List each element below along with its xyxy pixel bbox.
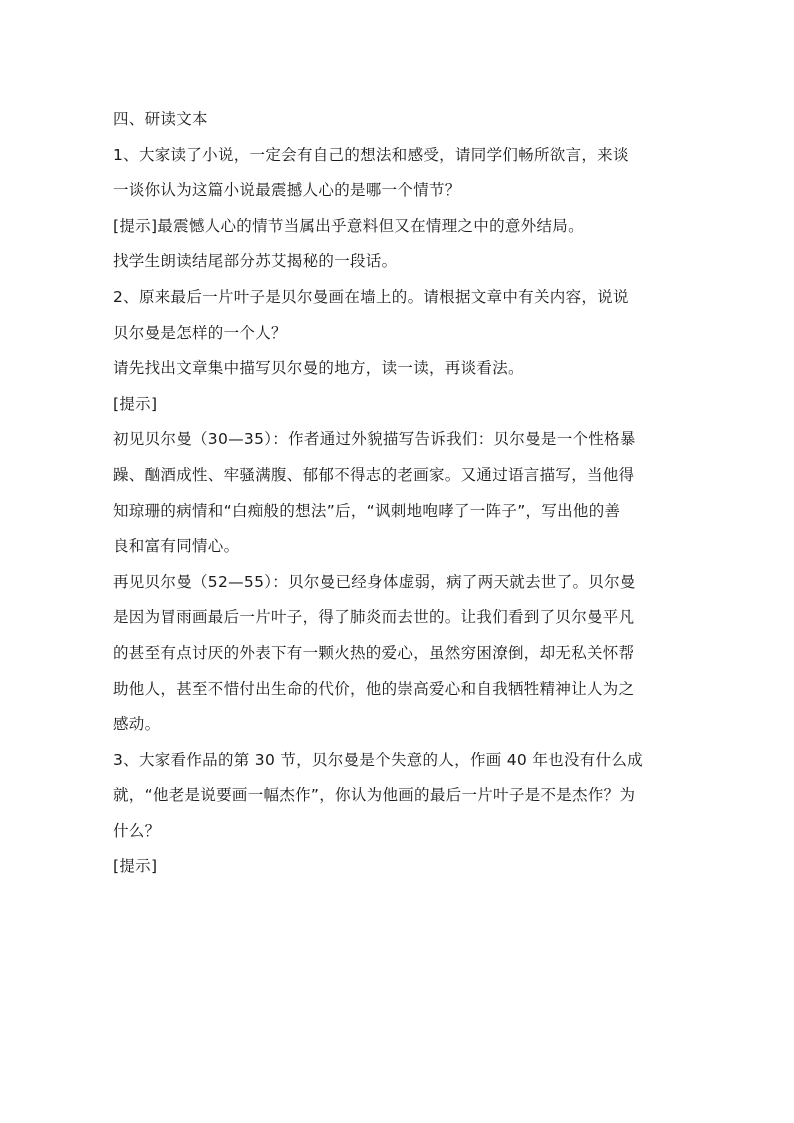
paragraph-first-meeting-line-2: 躁、酗酒成性、牢骚满腹、郁郁不得志的老画家。又通过语言描写，当他得 — [113, 465, 635, 484]
question-1-line-2: 一谈你认为这篇小说最震撼人心的是哪一个情节？ — [113, 181, 461, 200]
question-3-line-1: 3、大家看作品的第 30 节，贝尔曼是个失意的人，作画 40 年也没有什么成 — [113, 750, 643, 769]
paragraph-second-meeting-line-4: 助他人，甚至不惜付出生命的代价，他的崇高爱心和自我牺牲精神让人为之 — [113, 679, 635, 698]
instruction-2: 请先找出文章集中描写贝尔曼的地方，读一读，再谈看法。 — [113, 359, 524, 378]
paragraph-second-meeting-line-1: 再见贝尔曼（52—55）：贝尔曼已经身体虚弱，病了两天就去世了。贝尔曼 — [113, 572, 636, 591]
hint-1: [提示]最震憾人心的情节当属出乎意料但又在情理之中的意外结局。 — [113, 216, 584, 235]
paragraph-second-meeting-line-3: 的甚至有点讨厌的外表下有一颗火热的爱心，虽然穷困潦倒，却无私关怀帮 — [113, 643, 635, 662]
question-2-line-2: 贝尔曼是怎样的一个人？ — [113, 323, 287, 342]
question-3-line-2: 就，“他老是说要画一幅杰作”，你认为他画的最后一片叶子是不是杰作？为 — [113, 786, 636, 805]
section-heading: 四、研读文本 — [113, 110, 208, 128]
paragraph-first-meeting-line-4: 良和富有同情心。 — [113, 537, 240, 556]
question-3-line-3: 什么？ — [113, 821, 161, 840]
paragraph-second-meeting-line-5: 感动。 — [113, 715, 161, 734]
question-2-line-1: 2、原来最后一片叶子是贝尔曼画在墙上的。请根据文章中有关内容，说说 — [113, 287, 629, 306]
question-1-line-1: 1、大家读了小说，一定会有自己的想法和感受，请同学们畅所欲言，来谈 — [113, 145, 629, 164]
paragraph-first-meeting-line-1: 初见贝尔曼（30—35）：作者通过外貌描写告诉我们：贝尔曼是一个性格暴 — [113, 430, 636, 449]
paragraph-first-meeting-line-3: 知琼珊的病情和“白痴般的想法”后，“讽刺地咆哮了一阵子”，写出他的善 — [113, 501, 621, 520]
hint-3-label: [提示] — [113, 857, 158, 876]
instruction-1: 找学生朗读结尾部分苏艾揭秘的一段话。 — [113, 252, 398, 271]
document-body — [113, 102, 693, 885]
hint-2-label: [提示] — [113, 394, 158, 413]
paragraph-second-meeting-line-2: 是因为冒雨画最后一片叶子，得了肺炎而去世的。让我们看到了贝尔曼平凡 — [113, 608, 635, 627]
